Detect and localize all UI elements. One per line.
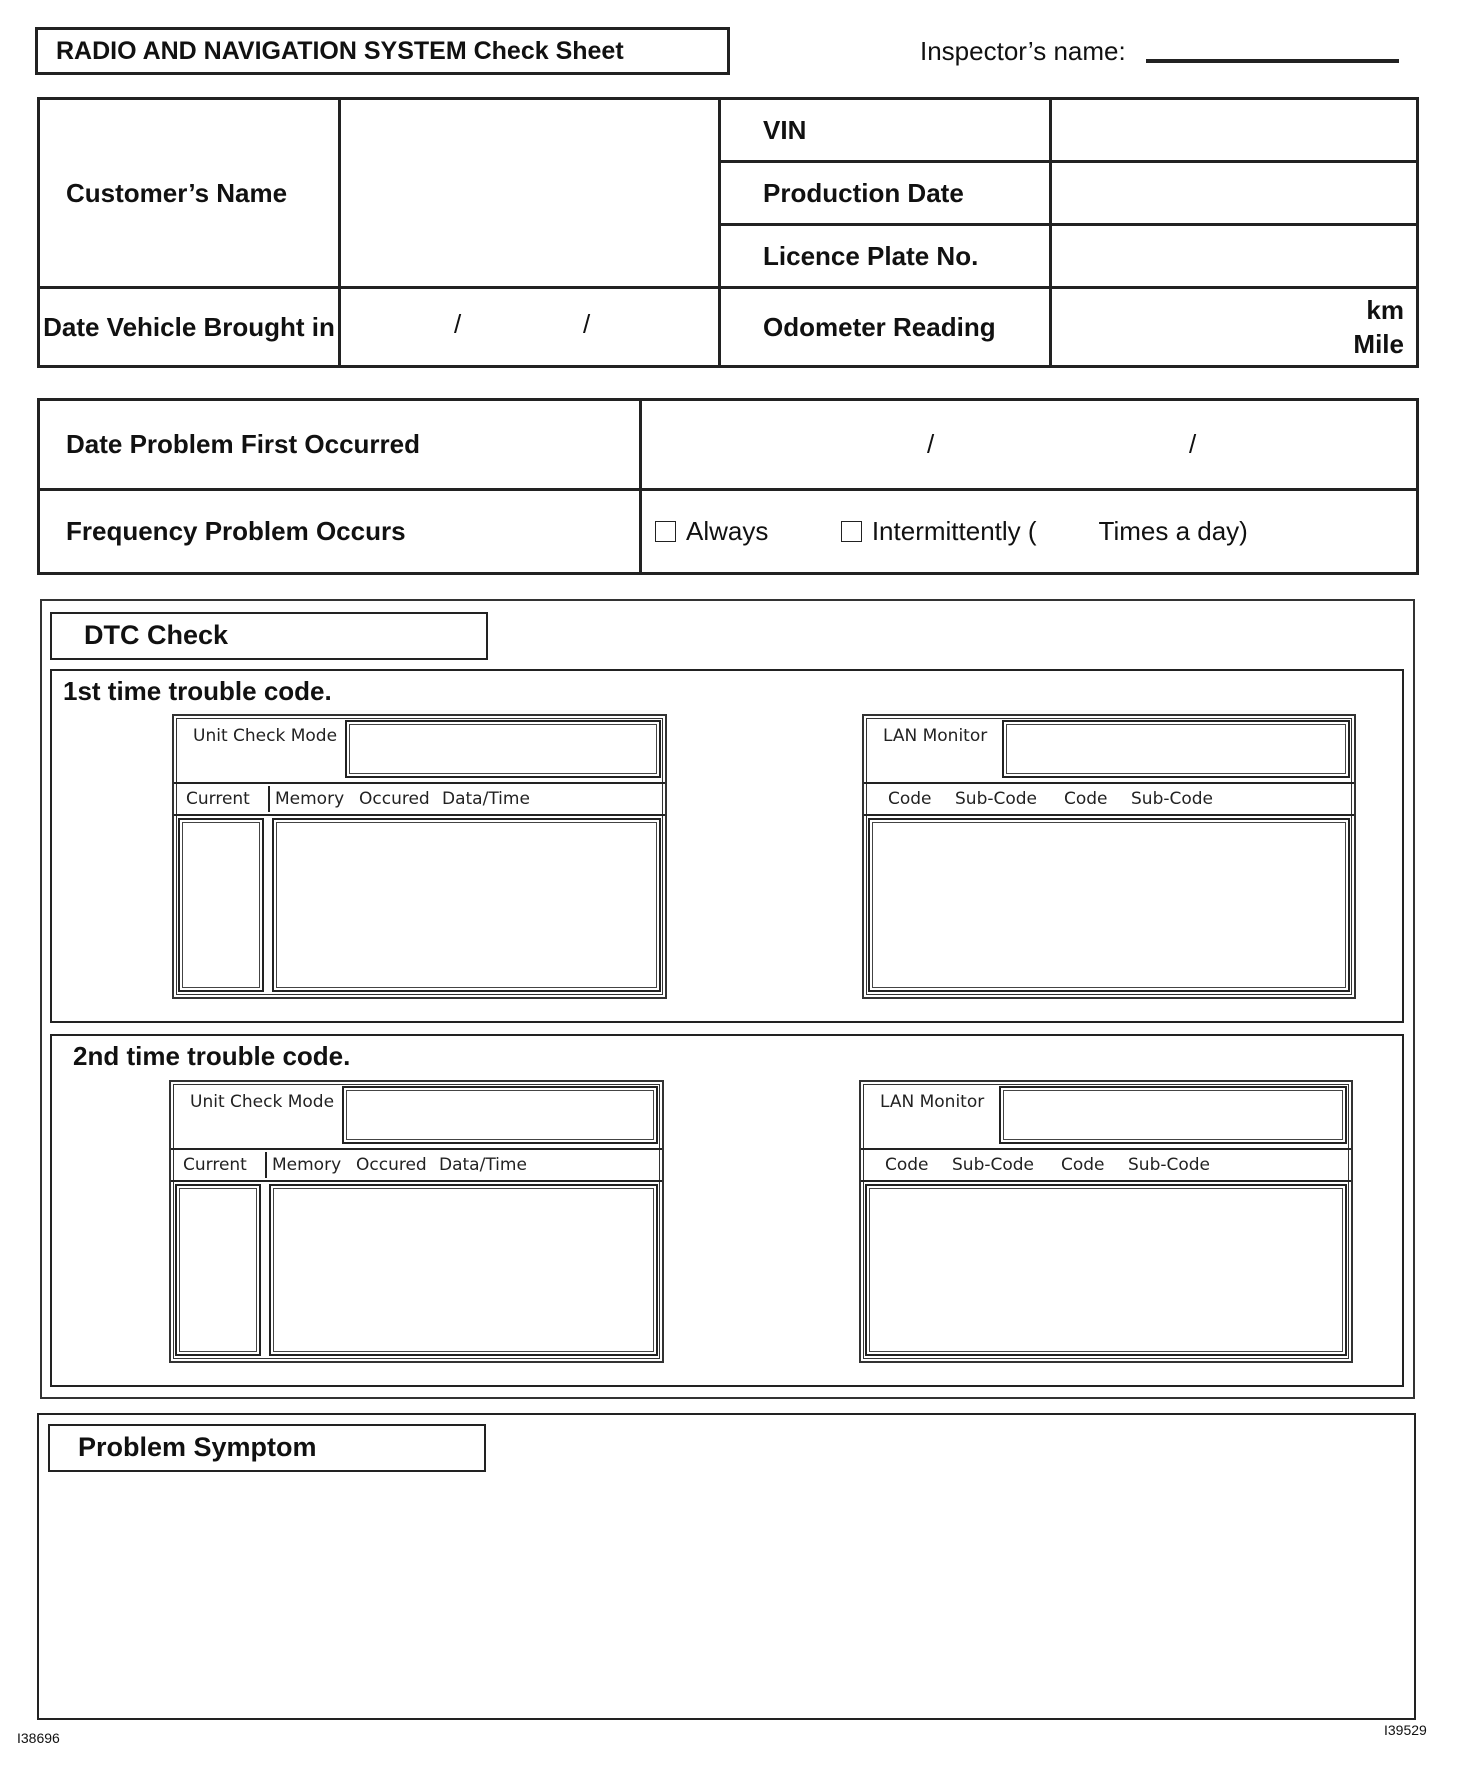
subcode-label: Sub-Code — [1131, 789, 1214, 809]
vin-field[interactable] — [1051, 99, 1418, 162]
unit-km: km — [1366, 295, 1404, 325]
first-occurred-label: Date Problem First Occurred — [39, 400, 641, 490]
odometer-label: Odometer Reading — [720, 288, 1051, 367]
code-label: Code — [1064, 789, 1108, 809]
always-label: Always — [686, 516, 769, 546]
dtc-check-title: DTC Check — [50, 612, 488, 660]
memory-code-field[interactable] — [272, 818, 661, 992]
code-label: Code — [1061, 1155, 1105, 1175]
customer-name-field[interactable] — [340, 99, 720, 288]
unit-check-mode-field[interactable] — [345, 720, 661, 778]
date-separator: / — [1189, 429, 1197, 459]
vin-label: VIN — [720, 99, 1051, 162]
memory-code-field[interactable] — [269, 1184, 658, 1356]
datetime-label: Data/Time — [442, 789, 530, 809]
divider — [268, 786, 270, 812]
frequency-label: Frequency Problem Occurs — [39, 490, 641, 574]
code-label: Code — [885, 1155, 929, 1175]
divider — [174, 814, 665, 816]
vehicle-info-table — [37, 97, 1419, 368]
unit-check-mode-field[interactable] — [342, 1086, 658, 1144]
section-title: 2nd time trouble code. — [73, 1041, 351, 1071]
code-label: Code — [888, 789, 932, 809]
lan-code-field[interactable] — [868, 818, 1350, 992]
current-code-field[interactable] — [178, 818, 264, 992]
datetime-label: Data/Time — [439, 1155, 527, 1175]
divider — [864, 782, 1354, 784]
subcode-label: Sub-Code — [952, 1155, 1035, 1175]
unit-check-mode-label: Unit Check Mode — [190, 1092, 335, 1112]
lan-monitor-field[interactable] — [1002, 720, 1350, 778]
current-label: Current — [186, 789, 250, 809]
odometer-field[interactable] — [1051, 288, 1418, 367]
licence-plate-field[interactable] — [1051, 225, 1418, 288]
problem-symptom-title: Problem Symptom — [48, 1424, 486, 1472]
current-label: Current — [183, 1155, 247, 1175]
unit-check-mode-label: Unit Check Mode — [193, 726, 338, 746]
divider — [171, 1180, 662, 1182]
figure-code-right: I39529 — [1384, 1722, 1427, 1738]
section-title: 1st time trouble code. — [63, 676, 332, 706]
intermittently-label: Intermittently ( — [871, 516, 1037, 546]
subcode-label: Sub-Code — [1128, 1155, 1211, 1175]
date-separator: / — [454, 309, 462, 339]
lan-code-field[interactable] — [865, 1184, 1347, 1356]
memory-label: Memory — [272, 1155, 342, 1175]
occured-label: Occured — [359, 789, 430, 809]
always-checkbox[interactable] — [655, 521, 676, 542]
divider — [265, 1152, 267, 1178]
subcode-label: Sub-Code — [955, 789, 1038, 809]
memory-label: Memory — [275, 789, 345, 809]
date-brought-in-label: Date Vehicle Brought in — [39, 288, 340, 367]
sheet-title: RADIO AND NAVIGATION SYSTEM Check Sheet — [35, 27, 730, 75]
date-separator: / — [583, 309, 591, 339]
production-date-field[interactable] — [1051, 162, 1418, 225]
unit-mile: Mile — [1353, 329, 1404, 359]
divider — [174, 782, 665, 784]
lan-monitor-label: LAN Monitor — [883, 726, 988, 746]
divider — [861, 1180, 1351, 1182]
frequency-options — [641, 490, 1418, 574]
divider — [861, 1148, 1351, 1150]
first-occurred-field[interactable] — [641, 400, 1418, 490]
inspector-name-label: Inspector’s name: — [920, 36, 1126, 66]
date-separator: / — [927, 429, 935, 459]
licence-plate-label: Licence Plate No. — [720, 225, 1051, 288]
lan-monitor-label: LAN Monitor — [880, 1092, 985, 1112]
customer-name-label: Customer’s Name — [39, 99, 340, 288]
times-a-day-label: Times a day) — [1098, 516, 1248, 546]
problem-info-table — [37, 398, 1419, 575]
figure-code-left: I38696 — [17, 1730, 60, 1746]
current-code-field[interactable] — [175, 1184, 261, 1356]
lan-monitor-field[interactable] — [999, 1086, 1347, 1144]
intermittently-checkbox[interactable] — [841, 521, 862, 542]
production-date-label: Production Date — [720, 162, 1051, 225]
date-brought-in-field[interactable] — [340, 288, 720, 367]
divider — [171, 1148, 662, 1150]
divider — [864, 814, 1354, 816]
occured-label: Occured — [356, 1155, 427, 1175]
inspector-name-line[interactable] — [1146, 59, 1399, 63]
